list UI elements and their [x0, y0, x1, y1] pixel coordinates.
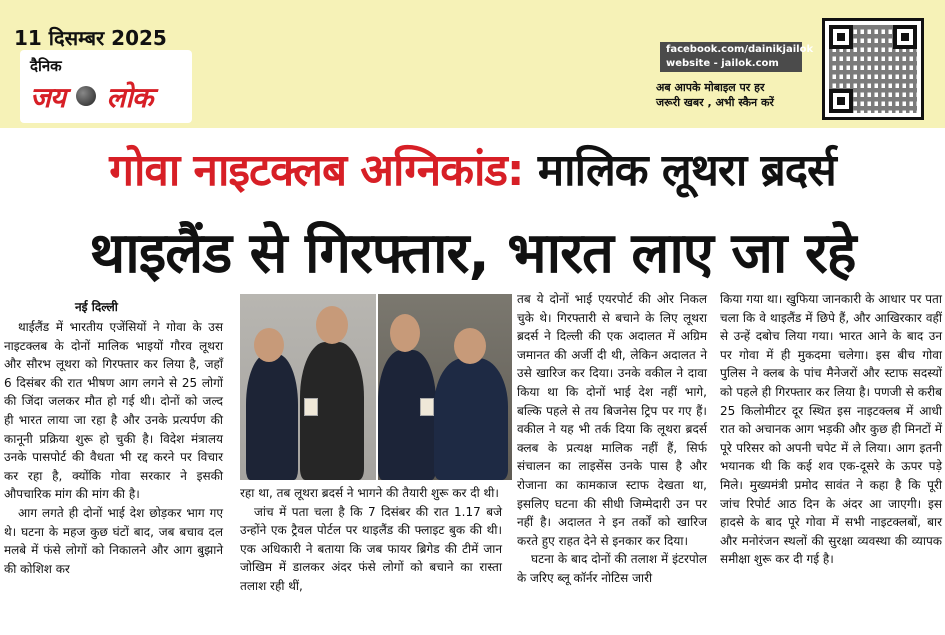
newspaper-logo [20, 50, 192, 123]
promo-line-1: अब आपके मोबाइल पर हर [656, 81, 765, 94]
paragraph: तब ये दोनों भाई एयरपोर्ट की ओर निकल चुके थे। गिरफ्तारी से बचाने के लिए लूथरा ब्रदर्स ने दिल्ली की एक अदालत में अग्रिम जमानत की अर्जी दी थी, लेकिन अदालत ने उसे खारिज कर दिया। उनके वकील ने दावा किया था कि दोनों भाई देश नहीं भागे, बल्कि पहले से तय बिजनेस ट्रिप पर गए हैं। वकील ने यह भी तर्क दिया कि लूथरा ब्रदर्स क्लब के प्रत्यक्ष मालिक नहीं हैं, सिर्फ संचालन का लाइसेंस उनके पास है और रोजाना का कामकाज स्टाफ देखता था, इसलिए घटना की सीधी जिम्मेदारी उन पर नहीं है। अदालत ने इन तर्कों को खारिज करते हुए राहत देने से इनकार कर दिया। [517, 292, 707, 548]
website-link: website - jailok.com [666, 58, 779, 69]
headline-line-1 [0, 138, 945, 198]
logo-main-text [30, 78, 152, 116]
paragraph: किया गया था। खुफिया जानकारी के आधार पर पता चला कि वे थाइलैंड में छिपे हैं, और आखिरकार वहीं से उन्हें दबोच लिया गया। भारत आने के बाद उन पर गोवा में ही मुकदमा चलेगा। इस बीच गोवा पुलिस ने क्लब के पांच मैनेजरों और स्टाफ सदस्यों को पहले ही गिरफ्तार कर लिया है। पणजी से करीब 25 किलोमीटर दूर स्थित इस नाइटक्लब में आधी रात को अचानक आग भड़की और कुछ ही मिनटों में पूरे परिसर को अपनी चपेट में ले लिया। आग इतनी भयानक थी कि कई शव एक-दूसरे के ऊपर पड़े मिले। मुख्यमंत्री प्रमोद सावंत ने कहा है कि पूरी जांच रिपोर्ट आठ दिन के अंदर आ जाएगी। इस हादसे के बाद पूरे गोवा में सभी नाइटक्लबों, बार और मनोरंजन स्थलों की सुरक्षा व्यवस्था की व्यापक समीक्षा शुरू कर दी गई है। [720, 292, 942, 567]
article-column-1 [4, 318, 223, 578]
article-photo [240, 294, 512, 480]
logo-left-word: जय [30, 81, 66, 114]
photo-right-panel [378, 294, 512, 480]
photo-left-panel [240, 294, 376, 480]
article-column-4 [720, 290, 942, 569]
qr-code-icon [822, 18, 924, 120]
masthead [0, 0, 945, 128]
paragraph: रहा था, तब लूथरा ब्रदर्स ने भागने की तैयारी शुरू कर दी थी। [240, 486, 499, 500]
paragraph: आग लगते ही दोनों भाई देश छोड़कर भाग गए थे। घटना के महज कुछ घंटों बाद, जब बचाव दल मलबे में फंसे लोगों को निकालने और आग बुझाने की कोशिश कर [4, 505, 223, 576]
promo-line-2: जरूरी खबर , अभी स्कैन करें [656, 96, 774, 109]
logo-right-word: लोक [106, 81, 153, 114]
issue-date: 11 दिसम्बर 2025 [14, 26, 167, 50]
dateline: नई दिल्ली [75, 300, 118, 314]
article-column-3 [517, 290, 707, 588]
logo-small-text: दैनिक [30, 57, 62, 75]
social-links-box [660, 42, 814, 72]
headline-red-part: गोवा नाइटक्लब अग्निकांड: [109, 145, 524, 196]
facebook-link: facebook.com/dainikjailok [666, 44, 814, 55]
globe-icon [76, 86, 96, 106]
headline-black-part: मालिक लूथरा ब्रदर्स [537, 145, 836, 196]
article-column-2 [240, 484, 502, 596]
paragraph: जांच में पता चला है कि 7 दिसंबर की रात 1.17 बजे उन्होंने एक ट्रैवल पोर्टल पर थाइलैंड की फ्लाइट बुक की थी। एक अधिकारी ने बताया कि जब फायर ब्रिगेड की टीमें जान जोखिम में डालकर अंदर फंसे लोगों को बचाने का रास्ता तलाश रही थीं, [240, 504, 502, 593]
scan-promo [656, 80, 816, 110]
paragraph: घटना के बाद दोनों की तलाश में इंटरपोल के जरिए ब्लू कॉर्नर नोटिस जारी [517, 552, 707, 585]
paragraph: थाईलैंड में भारतीय एजेंसियों ने गोवा के उस नाइटक्लब के दोनों मालिक भाइयों गौरव लूथरा और सौरभ लूथरा को गिरफ्तार कर लिया है, जहाँ 6 दिसंबर की रात भीषण आग लगने से 25 लोगों की जिंदा जलकर मौत हो गई थी। दोनों को जल्द ही भारत लाया जा रहा है और उनके प्रत्यर्पण की कानूनी प्रक्रिया शुरू हो चुकी है। विदेश मंत्रालय उनके पासपोर्ट की वैधता भी रद्द करने पर विचार कर रहा है, क्योंकि गोवा सरकार ने इसकी औपचारिक मांग की मांग की है। [4, 320, 223, 502]
headline-line-2: थाइलैंड से गिरफ्तार, भारत लाए जा रहे [89, 221, 856, 286]
